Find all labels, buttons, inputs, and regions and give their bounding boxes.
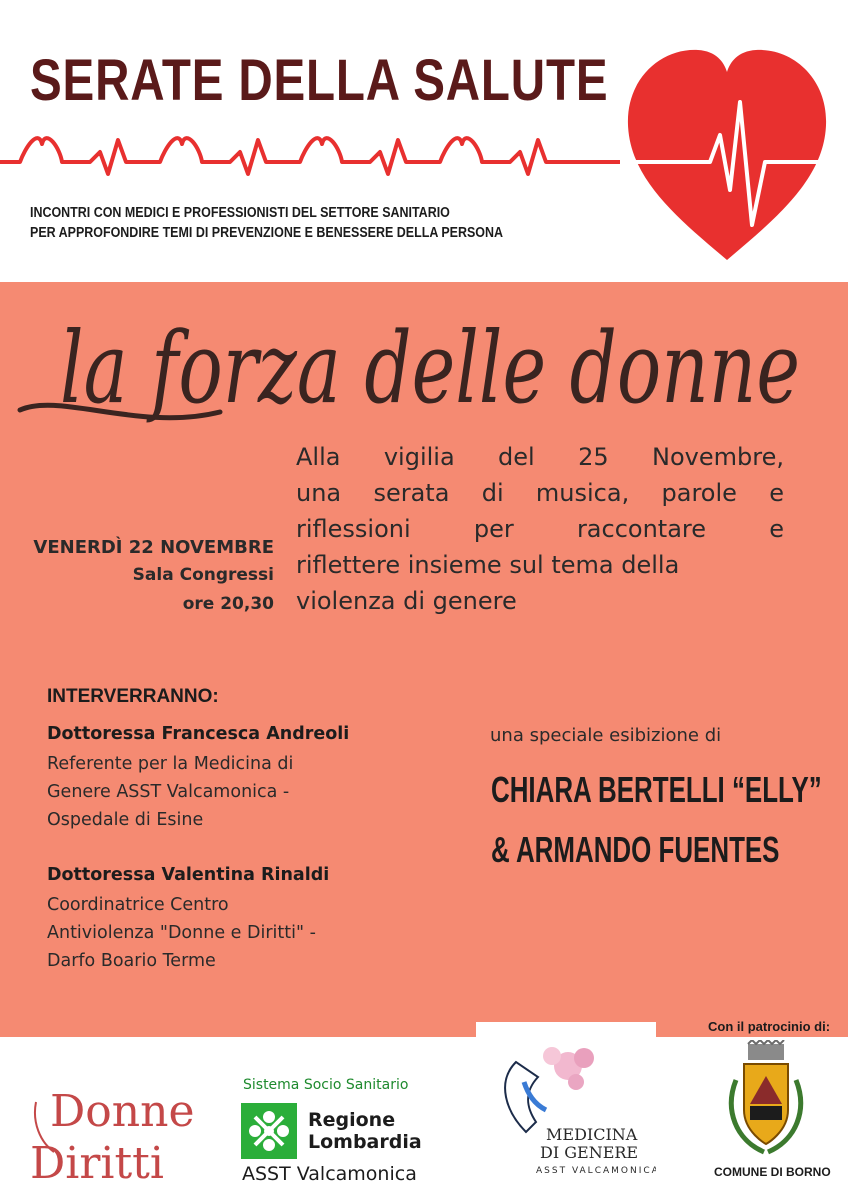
poster-title: SERATE DELLA SALUTE	[30, 48, 609, 113]
performance-intro: una speciale esibizione di	[490, 725, 722, 746]
event-blurb-line-1: Alla vigilia del 25 Novembre,	[296, 443, 784, 471]
patrocinio-label: Con il patrocinio di:	[708, 1019, 831, 1034]
event-time: ore 20,30	[182, 594, 274, 614]
ecg-hearts-line	[0, 118, 700, 188]
svg-text:Diritti: Diritti	[30, 1138, 164, 1189]
speaker-1-role-line-1: Referente per la Medicina di	[47, 754, 294, 774]
speaker-1-role-line-3: Ospedale di Esine	[47, 810, 204, 830]
ssos-label: Sistema Socio Sanitario	[243, 1077, 409, 1093]
svg-text:MEDICINA: MEDICINA	[546, 1125, 638, 1144]
performance-artist-2: & ARMANDO FUENTES	[491, 829, 780, 870]
speaker-2-role-line-1: Coordinatrice Centro	[47, 895, 229, 915]
comune-borno-label: COMUNE DI BORNO	[714, 1165, 831, 1179]
subtitle-line-1: INCONTRI CON MEDICI E PROFESSIONISTI DEL SETTORE SANITARIO	[30, 205, 450, 221]
donne-diritti-logo	[30, 1082, 220, 1192]
heart-icon	[620, 40, 835, 270]
asst-label: ASST Valcamonica	[242, 1163, 417, 1185]
event-date: VENERDÌ 22 NOVEMBRE	[33, 537, 274, 558]
event-venue: Sala Congressi	[132, 565, 274, 585]
svg-text:ASST VALCAMONICA: ASST VALCAMONICA	[536, 1166, 656, 1176]
speaker-1-role-line-2: Genere ASST Valcamonica -	[47, 782, 290, 802]
regione-line-2: Lombardia	[308, 1131, 422, 1153]
event-blurb-line-4: riflettere insieme sul tema della	[296, 551, 680, 579]
regione-lombardia-logo-icon	[241, 1103, 297, 1159]
svg-text:DI GENERE: DI GENERE	[540, 1143, 639, 1162]
subtitle-line-2: PER APPROFONDIRE TEMI DI PREVENZIONE E BENESSERE DELLA PERSONA	[30, 225, 504, 241]
comune-crest-icon	[720, 1040, 812, 1162]
speakers-heading: INTERVERRANNO:	[47, 686, 219, 707]
speaker-2-name: Dottoressa Valentina Rinaldi	[47, 865, 330, 885]
medicina-di-genere-logo	[476, 1022, 656, 1178]
speaker-2-role-line-3: Darfo Boario Terme	[47, 951, 216, 971]
event-blurb-line-3: riflessioni per raccontare e	[296, 515, 784, 543]
event-blurb-line-2: una serata di musica, parole e	[296, 479, 784, 507]
svg-text:Donne: Donne	[50, 1086, 195, 1137]
speaker-1-name: Dottoressa Francesca Andreoli	[47, 724, 350, 744]
speaker-2-role-line-2: Antiviolenza "Donne e Diritti" -	[47, 923, 316, 943]
event-blurb-line-5: violenza di genere	[296, 587, 517, 615]
svg-text:la forza delle donne: la forza delle donne	[60, 312, 800, 426]
regione-line-1: Regione	[308, 1109, 396, 1131]
performance-artist-1: CHIARA BERTELLI “ELLY”	[491, 769, 822, 810]
